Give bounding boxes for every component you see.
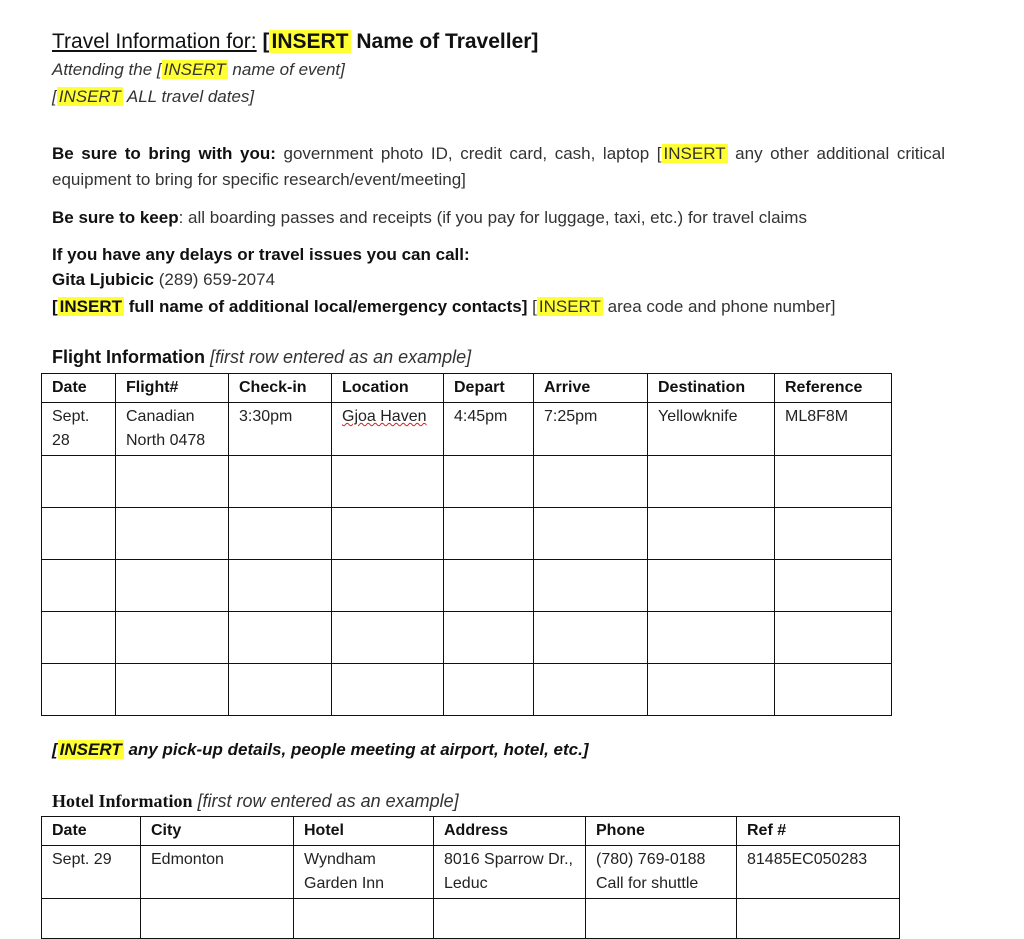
cell-city[interactable]: Edmonton (141, 846, 294, 899)
hotel-header-row (42, 817, 900, 846)
hotel-section-title (52, 791, 459, 812)
cell-depart[interactable]: 4:45pm (444, 403, 534, 456)
empty-cell[interactable] (534, 664, 648, 716)
empty-cell[interactable] (42, 508, 116, 560)
keep-label: Be sure to keep (52, 208, 179, 227)
column-header: Date (42, 817, 141, 846)
contact-extra-pre: [ (52, 297, 58, 316)
empty-cell[interactable] (141, 899, 294, 939)
document-title: Travel Information for: [INSERT Name of Traveller] (52, 30, 539, 53)
cell-phone[interactable] (586, 846, 737, 899)
empty-cell[interactable] (444, 664, 534, 716)
table-row-empty (42, 560, 892, 612)
empty-cell[interactable] (229, 560, 332, 612)
empty-cell[interactable] (648, 664, 775, 716)
pickup-post: any pick-up details, people meeting at airport, hotel, etc.] (128, 740, 589, 759)
empty-cell[interactable] (42, 664, 116, 716)
cell-checkin[interactable]: 3:30pm (229, 403, 332, 456)
empty-cell[interactable] (775, 560, 892, 612)
column-header: Address (434, 817, 586, 846)
keep-text: : all boarding passes and receipts (if you pay for luggage, taxi, etc.) for travel claims (178, 208, 807, 227)
insert-highlight: INSERT (538, 297, 601, 316)
cell-location[interactable] (332, 403, 444, 456)
pickup-pre: [ (52, 740, 58, 759)
table-row-empty (42, 508, 892, 560)
insert-highlight: INSERT (163, 60, 226, 79)
empty-cell[interactable] (775, 508, 892, 560)
flight-note: [first row entered as an example] (210, 347, 472, 367)
empty-cell[interactable] (294, 899, 434, 939)
dates-line (52, 87, 254, 107)
keep-paragraph (52, 205, 807, 231)
column-header: City (141, 817, 294, 846)
traveller-placeholder: Name of Traveller] (356, 30, 539, 53)
empty-cell[interactable] (534, 612, 648, 664)
empty-cell[interactable] (116, 612, 229, 664)
column-header: Ref # (737, 817, 900, 846)
column-header: Phone (586, 817, 737, 846)
insert-highlight: INSERT (58, 87, 121, 106)
empty-cell[interactable] (648, 560, 775, 612)
bring-text-2: any other (735, 144, 809, 163)
empty-cell[interactable] (229, 612, 332, 664)
empty-cell[interactable] (42, 456, 116, 508)
hotel-phone: (780) 769-0188 (596, 851, 706, 868)
insert-highlight: INSERT (271, 30, 349, 53)
contact-extra (52, 294, 835, 320)
contact-extra-placeholder: full name of additional local/emergency contacts] (128, 297, 528, 316)
bring-paragraph (52, 141, 945, 193)
spellcheck-word: Gjoa Haven (342, 408, 427, 425)
bring-text: government photo ID, credit card, cash, laptop [ (283, 144, 662, 163)
column-header: Hotel (294, 817, 434, 846)
table-row-empty (42, 664, 892, 716)
hotel-note: [first row entered as an example] (197, 791, 459, 811)
empty-cell[interactable] (42, 612, 116, 664)
empty-cell[interactable] (737, 899, 900, 939)
cell-date[interactable]: Sept. 29 (42, 846, 141, 899)
empty-cell[interactable] (332, 456, 444, 508)
flight-header-row (42, 374, 892, 403)
contact-extra-post: area code and phone number] (607, 297, 836, 316)
empty-cell[interactable] (648, 456, 775, 508)
flight-table (41, 373, 892, 716)
empty-cell[interactable] (229, 508, 332, 560)
title-label: Travel Information for: (52, 30, 257, 53)
column-header: Reference (775, 374, 892, 403)
cell-arrive[interactable]: 7:25pm (534, 403, 648, 456)
empty-cell[interactable] (332, 560, 444, 612)
contact-phone: (289) 659-2074 (158, 270, 276, 289)
empty-cell[interactable] (534, 508, 648, 560)
hotel-table (41, 816, 900, 939)
empty-cell[interactable] (648, 508, 775, 560)
empty-cell[interactable] (444, 560, 534, 612)
empty-cell[interactable] (534, 456, 648, 508)
empty-cell[interactable] (434, 899, 586, 939)
event-line (52, 60, 345, 80)
contacts-heading (52, 242, 470, 268)
cell-date[interactable]: Sept. 28 (42, 403, 116, 456)
empty-cell[interactable] (332, 508, 444, 560)
insert-highlight: INSERT (663, 144, 726, 163)
insert-highlight: INSERT (59, 740, 122, 759)
flight-section-title (52, 347, 471, 368)
table-row-empty (42, 612, 892, 664)
empty-cell[interactable] (775, 612, 892, 664)
empty-cell[interactable] (586, 899, 737, 939)
pickup-line (52, 740, 588, 760)
insert-highlight: INSERT (59, 297, 123, 316)
empty-cell[interactable] (116, 664, 229, 716)
column-header: Arrive (534, 374, 648, 403)
contact-name: Gita Ljubicic (52, 270, 155, 289)
hotel-phone-note: Call for shuttle (596, 875, 699, 892)
table-row-empty (42, 456, 892, 508)
empty-cell[interactable] (42, 899, 141, 939)
bring-label: Be sure to bring with you: (52, 144, 276, 163)
event-line-post: name of event] (232, 60, 345, 79)
empty-cell[interactable] (116, 456, 229, 508)
empty-cell[interactable] (229, 664, 332, 716)
empty-cell[interactable] (444, 612, 534, 664)
hotel-title: Hotel Information (52, 791, 193, 811)
contact-extra-mid: [ (532, 297, 537, 316)
empty-cell[interactable] (332, 612, 444, 664)
empty-cell[interactable] (775, 664, 892, 716)
dates-line-pre: [ (52, 87, 57, 106)
cell-hotel[interactable]: Wyndham Garden Inn (294, 846, 434, 899)
empty-cell[interactable] (332, 664, 444, 716)
column-header: Check-in (229, 374, 332, 403)
cell-flight[interactable]: Canadian North 0478 (116, 403, 229, 456)
empty-cell[interactable] (116, 508, 229, 560)
empty-cell[interactable] (775, 456, 892, 508)
table-row-empty (42, 899, 900, 939)
column-header: Depart (444, 374, 534, 403)
column-header: Flight# (116, 374, 229, 403)
cell-address[interactable]: 8016 Sparrow Dr., Leduc (434, 846, 586, 899)
flight-title: Flight Information (52, 347, 205, 367)
cell-destination[interactable]: Yellowknife (648, 403, 775, 456)
event-line-pre: Attending the [ (52, 60, 162, 79)
contacts-heading-text: If you have any delays or travel issues you can call: (52, 245, 470, 264)
dates-line-post: ALL travel dates] (126, 87, 255, 106)
empty-cell[interactable] (444, 508, 534, 560)
table-row (42, 846, 900, 899)
empty-cell[interactable] (116, 560, 229, 612)
empty-cell[interactable] (42, 560, 116, 612)
empty-cell[interactable] (229, 456, 332, 508)
column-header: Destination (648, 374, 775, 403)
empty-cell[interactable] (444, 456, 534, 508)
contact-primary (52, 267, 275, 293)
empty-cell[interactable] (648, 612, 775, 664)
cell-reference[interactable]: ML8F8M (775, 403, 892, 456)
bring-text-3: additional critical equipment to bring for specific research/event/meeting] (52, 144, 946, 189)
empty-cell[interactable] (534, 560, 648, 612)
table-row (42, 403, 892, 456)
column-header: Location (332, 374, 444, 403)
column-header: Date (42, 374, 116, 403)
cell-ref[interactable]: 81485EC050283 (737, 846, 900, 899)
